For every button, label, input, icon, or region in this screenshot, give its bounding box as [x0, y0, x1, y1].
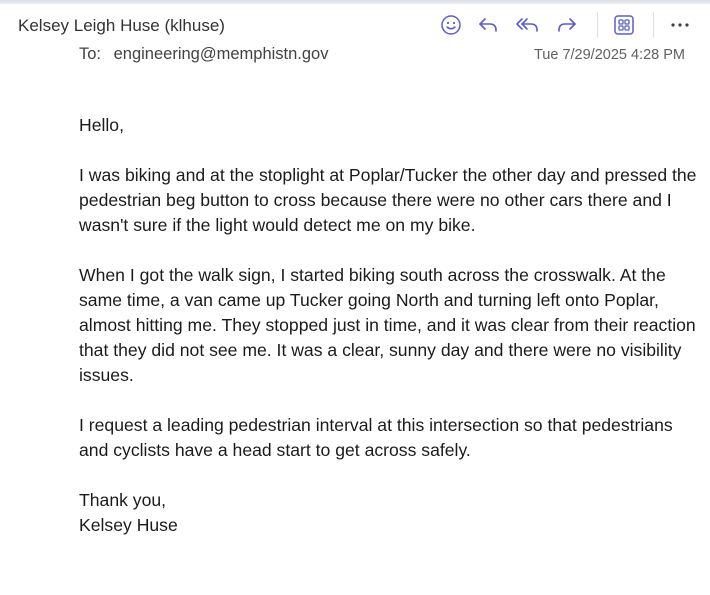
forward-button[interactable] [552, 10, 582, 40]
recipient-line [79, 45, 328, 64]
reply-icon [477, 14, 499, 36]
message-toolbar [436, 10, 706, 40]
forward-icon [556, 14, 578, 36]
to-label: To: [79, 45, 102, 63]
recipient-address[interactable]: engineering@memphistn.gov [113, 45, 329, 63]
body-paragraph: I request a leading pedestrian interval at this intersection so that pedestrians and cyclists have a head start to get across safely. [79, 415, 673, 460]
emoji-reaction-button[interactable] [436, 10, 466, 40]
toolbar-divider [653, 12, 654, 38]
sender-name[interactable]: Kelsey Leigh Huse (klhuse) [18, 16, 225, 35]
reply-button[interactable] [473, 10, 503, 40]
reply-all-button[interactable] [512, 10, 542, 40]
more-icon [669, 14, 691, 36]
closing-line: Thank you, [79, 490, 167, 510]
apps-icon [613, 14, 635, 36]
emoji-icon [440, 14, 462, 36]
sent-datetime: Tue 7/29/2025 4:28 PM [533, 47, 685, 63]
toolbar-divider [597, 12, 598, 38]
greeting: Hello, [79, 115, 124, 135]
more-actions-button[interactable] [665, 10, 695, 40]
signature: Kelsey Huse [79, 515, 178, 535]
body-paragraph: When I got the walk sign, I started biking south across the crosswalk. At the same time, a van came up Tucker going North and turning left onto Poplar, almost hitting me. They stopped just in time, and it was clear from their reaction that they did not see me. It was a clear, sunny day and there were no visibility issues. [79, 265, 696, 385]
body-paragraph: I was biking and at the stoplight at Poplar/Tucker the other day and pressed the pedestrian beg button to cross because there were no other cars there and I wasn't sure if the light would detect me on my bike. [79, 165, 697, 235]
window-top-border [0, 0, 710, 4]
message-body [79, 113, 699, 538]
reply-all-icon [515, 14, 539, 36]
apps-button[interactable] [609, 10, 639, 40]
